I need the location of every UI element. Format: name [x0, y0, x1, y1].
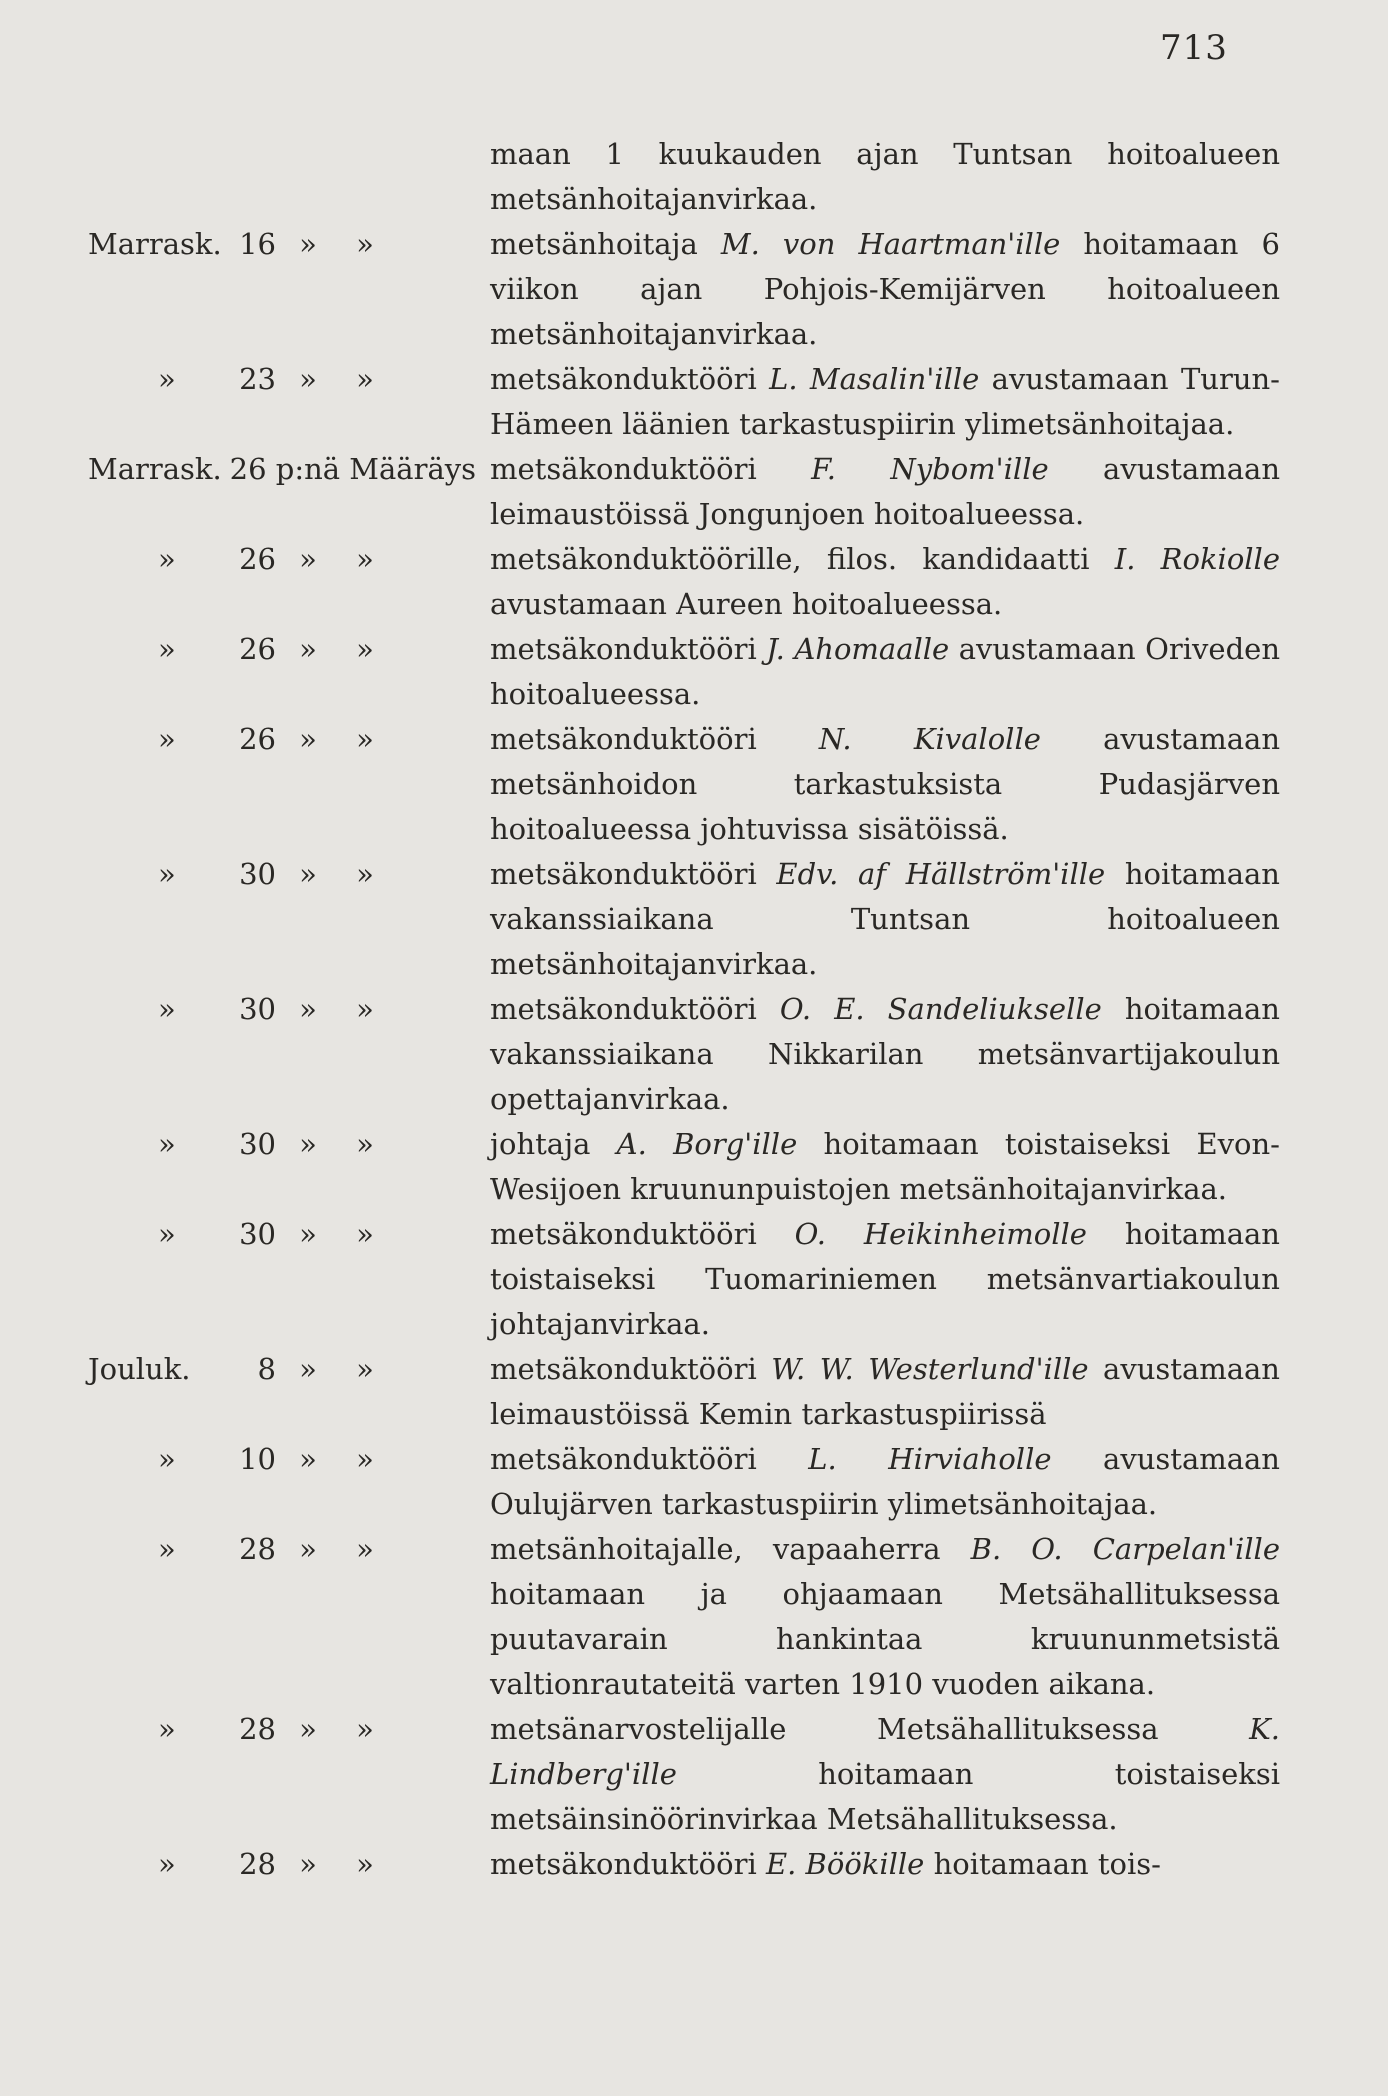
entry-ditto-mark: »	[158, 632, 176, 666]
entry-date	[88, 852, 488, 897]
entry-date	[88, 1122, 488, 1167]
entry-date	[88, 132, 488, 177]
entry-text-after: hoitamaan tois-	[924, 1847, 1161, 1881]
entry-date	[88, 1527, 488, 1572]
entry-ditto-mark: »	[158, 1127, 176, 1161]
list-item	[0, 1707, 1388, 1842]
entry-text	[490, 1842, 1280, 1887]
entry-day: 23	[239, 362, 276, 396]
entry-text-after: hoitamaan toistaiseksi Tuomariniemen metsänvartiakoulun johtajanvirkaa.	[490, 1217, 1280, 1341]
entry-ditto-mark: »	[299, 542, 317, 576]
entry-ditto-mark: »	[356, 1442, 374, 1476]
entry-ditto-mark: »	[299, 857, 317, 891]
entry-day: 26	[239, 632, 276, 666]
entry-month: Marrask.	[88, 452, 222, 486]
list-item	[0, 222, 1388, 357]
entry-ditto-mark: »	[299, 1352, 317, 1386]
entry-text-after: hoitamaan toistaiseksi metsäinsinöörinvirkaa Metsähallituksessa.	[490, 1757, 1280, 1836]
entry-text-before: metsäkonduktööri	[490, 857, 777, 891]
list-item	[0, 357, 1388, 447]
entry-day: 26	[239, 542, 276, 576]
entry-text-after: avustamaan leimaustöissä Jongunjoen hoitoalueessa.	[490, 452, 1280, 531]
entry-text-before: metsäkonduktööri	[490, 452, 812, 486]
entry-ditto-mark: »	[299, 227, 317, 261]
entry-ditto-mark: »	[299, 632, 317, 666]
entry-ditto-mark: »	[158, 1442, 176, 1476]
entry-day: 28	[239, 1847, 276, 1881]
entry-text-after: avustamaan Turun-Hämeen läänien tarkastuspiirin ylimetsänhoitajaa.	[490, 362, 1280, 441]
entry-ditto-mark: »	[356, 722, 374, 756]
entry-text-before: maan 1 kuukauden ajan Tuntsan hoitoalueen metsänhoitajanvirkaa.	[490, 137, 1280, 216]
entry-text-after: avustamaan Oriveden hoitoalueessa.	[490, 632, 1280, 711]
list-item	[0, 717, 1388, 852]
entry-day: 26 p:nä Määräys	[229, 452, 477, 486]
entry-text-before: metsänarvostelijalle Metsähallituksessa	[490, 1712, 1250, 1746]
list-item	[0, 987, 1388, 1122]
entry-text-after: hoitamaan toistaiseksi Evon-Wesijoen kruununpuistojen metsänhoitajanvirkaa.	[490, 1127, 1280, 1206]
entry-ditto-mark: »	[356, 992, 374, 1026]
entry-ditto-mark: »	[299, 1712, 317, 1746]
entry-day: 26	[239, 722, 276, 756]
entry-ditto-mark: »	[356, 1352, 374, 1386]
entry-list	[0, 132, 1388, 1887]
entry-date	[88, 357, 488, 402]
entry-month: Jouluk.	[88, 1352, 191, 1386]
entry-text-before: metsäkonduktööri	[490, 1442, 809, 1476]
entry-text-before: metsänhoitajalle, vapaaherra	[490, 1532, 971, 1566]
entry-ditto-mark: »	[158, 542, 176, 576]
entry-ditto-mark: »	[299, 1127, 317, 1161]
entry-text	[490, 1122, 1280, 1212]
entry-ditto-mark: »	[356, 227, 374, 261]
entry-text-after: avustamaan Oulujärven tarkastuspiirin ylimetsänhoitajaa.	[490, 1442, 1280, 1521]
entry-date	[88, 717, 488, 762]
entry-date	[88, 1347, 488, 1392]
entry-ditto-mark: »	[299, 992, 317, 1026]
list-item	[0, 1437, 1388, 1527]
entry-text-before: metsäkonduktööri	[490, 1217, 795, 1251]
list-item	[0, 1842, 1388, 1887]
entry-date	[88, 537, 488, 582]
entry-day: 30	[239, 857, 276, 891]
entry-day: 30	[239, 1217, 276, 1251]
entry-day: 28	[239, 1712, 276, 1746]
entry-date	[88, 987, 488, 1032]
entry-text	[490, 1527, 1280, 1707]
entry-day: 8	[257, 1352, 276, 1386]
list-item	[0, 1347, 1388, 1437]
entry-person-name: O. Heikinheimolle	[794, 1217, 1087, 1251]
list-item	[0, 537, 1388, 627]
entry-text	[490, 132, 1280, 222]
entry-ditto-mark: »	[158, 1217, 176, 1251]
entry-ditto-mark: »	[158, 1847, 176, 1881]
entry-person-name: J. Ahomaalle	[766, 632, 950, 666]
list-item	[0, 1527, 1388, 1707]
entry-day: 30	[239, 992, 276, 1026]
page-number: 713	[1160, 28, 1228, 68]
entry-ditto-mark: »	[158, 857, 176, 891]
entry-text-before: metsäkonduktööri	[490, 722, 819, 756]
entry-text	[490, 357, 1280, 447]
entry-date	[88, 447, 488, 492]
entry-ditto-mark: »	[356, 1127, 374, 1161]
entry-text	[490, 537, 1280, 627]
entry-text-before: johtaja	[490, 1127, 617, 1161]
entry-ditto-mark: »	[356, 857, 374, 891]
entry-ditto-mark: »	[356, 1532, 374, 1566]
entry-ditto-mark: »	[356, 1217, 374, 1251]
entry-person-name: A. Borg'ille	[616, 1127, 798, 1161]
entry-month: Marrask.	[88, 227, 222, 261]
entry-person-name: L. Hirviaholle	[808, 1442, 1052, 1476]
list-item	[0, 1212, 1388, 1347]
entry-text	[490, 852, 1280, 987]
entry-ditto-mark: »	[356, 542, 374, 576]
entry-ditto-mark: »	[299, 1847, 317, 1881]
entry-ditto-mark: »	[158, 1532, 176, 1566]
entry-text-before: metsäkonduktööri	[490, 1847, 766, 1881]
entry-ditto-mark: »	[158, 362, 176, 396]
entry-text	[490, 717, 1280, 852]
entry-ditto-mark: »	[356, 1847, 374, 1881]
entry-person-name: N. Kivalolle	[818, 722, 1041, 756]
entry-text-after: hoitamaan vakanssiaikana Tuntsan hoitoalueen metsänhoitajanvirkaa.	[490, 857, 1280, 981]
entry-person-name: Edv. af Hällström'ille	[776, 857, 1106, 891]
entry-person-name: W. W. Westerlund'ille	[771, 1352, 1089, 1386]
entry-date	[88, 1212, 488, 1257]
entry-ditto-mark: »	[158, 992, 176, 1026]
entry-ditto-mark: »	[158, 722, 176, 756]
entry-person-name: K. Lindberg'ille	[490, 1712, 1280, 1791]
entry-day: 16	[239, 227, 276, 261]
entry-ditto-mark: »	[299, 362, 317, 396]
list-item	[0, 852, 1388, 987]
entry-day: 28	[239, 1532, 276, 1566]
entry-text-before: metsäkonduktööri	[490, 632, 767, 666]
entry-ditto-mark: »	[299, 1532, 317, 1566]
entry-date	[88, 1437, 488, 1482]
entry-text	[490, 447, 1280, 537]
entry-text-after: avustamaan Aureen hoitoalueessa.	[490, 587, 1003, 621]
entry-ditto-mark: »	[158, 1712, 176, 1746]
entry-text	[490, 627, 1280, 717]
list-item	[0, 132, 1388, 222]
entry-text	[490, 1347, 1280, 1437]
list-item	[0, 447, 1388, 537]
entry-text	[490, 1707, 1280, 1842]
entry-person-name: I. Rokiolle	[1114, 542, 1280, 576]
entry-text-before: metsäkonduktööri	[490, 1352, 772, 1386]
entry-text	[490, 1212, 1280, 1347]
entry-person-name: E. Böökille	[765, 1847, 925, 1881]
entry-text-before: metsäkonduktöörille, filos. kandidaatti	[490, 542, 1115, 576]
entry-ditto-mark: »	[356, 1712, 374, 1746]
entry-text-after: avustamaan leimaustöissä Kemin tarkastuspiirissä	[490, 1352, 1280, 1431]
entry-date	[88, 1842, 488, 1887]
entry-ditto-mark: »	[356, 362, 374, 396]
entry-text-before: metsäkonduktööri	[490, 992, 780, 1026]
entry-date	[88, 627, 488, 672]
entry-text	[490, 1437, 1280, 1527]
entry-person-name: O. E. Sandeliukselle	[779, 992, 1102, 1026]
entry-date	[88, 1707, 488, 1752]
entry-ditto-mark: »	[299, 1442, 317, 1476]
entry-text	[490, 987, 1280, 1122]
entry-text-after: hoitamaan 6 viikon ajan Pohjois-Kemijärven hoitoalueen metsänhoitajanvirkaa.	[490, 227, 1280, 351]
entry-day: 10	[239, 1442, 276, 1476]
entry-text	[490, 222, 1280, 357]
entry-text-before: metsäkonduktööri	[490, 362, 770, 396]
entry-ditto-mark: »	[299, 722, 317, 756]
entry-date	[88, 222, 488, 267]
entry-person-name: B. O. Carpelan'ille	[970, 1532, 1280, 1566]
entry-ditto-mark: »	[299, 1217, 317, 1251]
entry-person-name: M. von Haartman'ille	[720, 227, 1061, 261]
entry-day: 30	[239, 1127, 276, 1161]
entry-text-after: hoitamaan ja ohjaamaan Metsähallituksessa puutavarain hankintaa kruununmetsistä valtionrautateitä varten 1910 vuoden aikana.	[490, 1577, 1280, 1701]
list-item	[0, 1122, 1388, 1212]
entry-person-name: L. Masalin'ille	[769, 362, 980, 396]
entry-ditto-mark: »	[356, 632, 374, 666]
list-item	[0, 627, 1388, 717]
entry-text-after: hoitamaan vakanssiaikana Nikkarilan metsänvartijakoulun opettajanvirkaa.	[490, 992, 1280, 1116]
entry-text-after: avustamaan metsänhoidon tarkastuksista Pudasjärven hoitoalueessa johtuvissa sisätöissä.	[490, 722, 1280, 846]
entry-text-before: metsänhoitaja	[490, 227, 721, 261]
entry-person-name: F. Nybom'ille	[811, 452, 1049, 486]
